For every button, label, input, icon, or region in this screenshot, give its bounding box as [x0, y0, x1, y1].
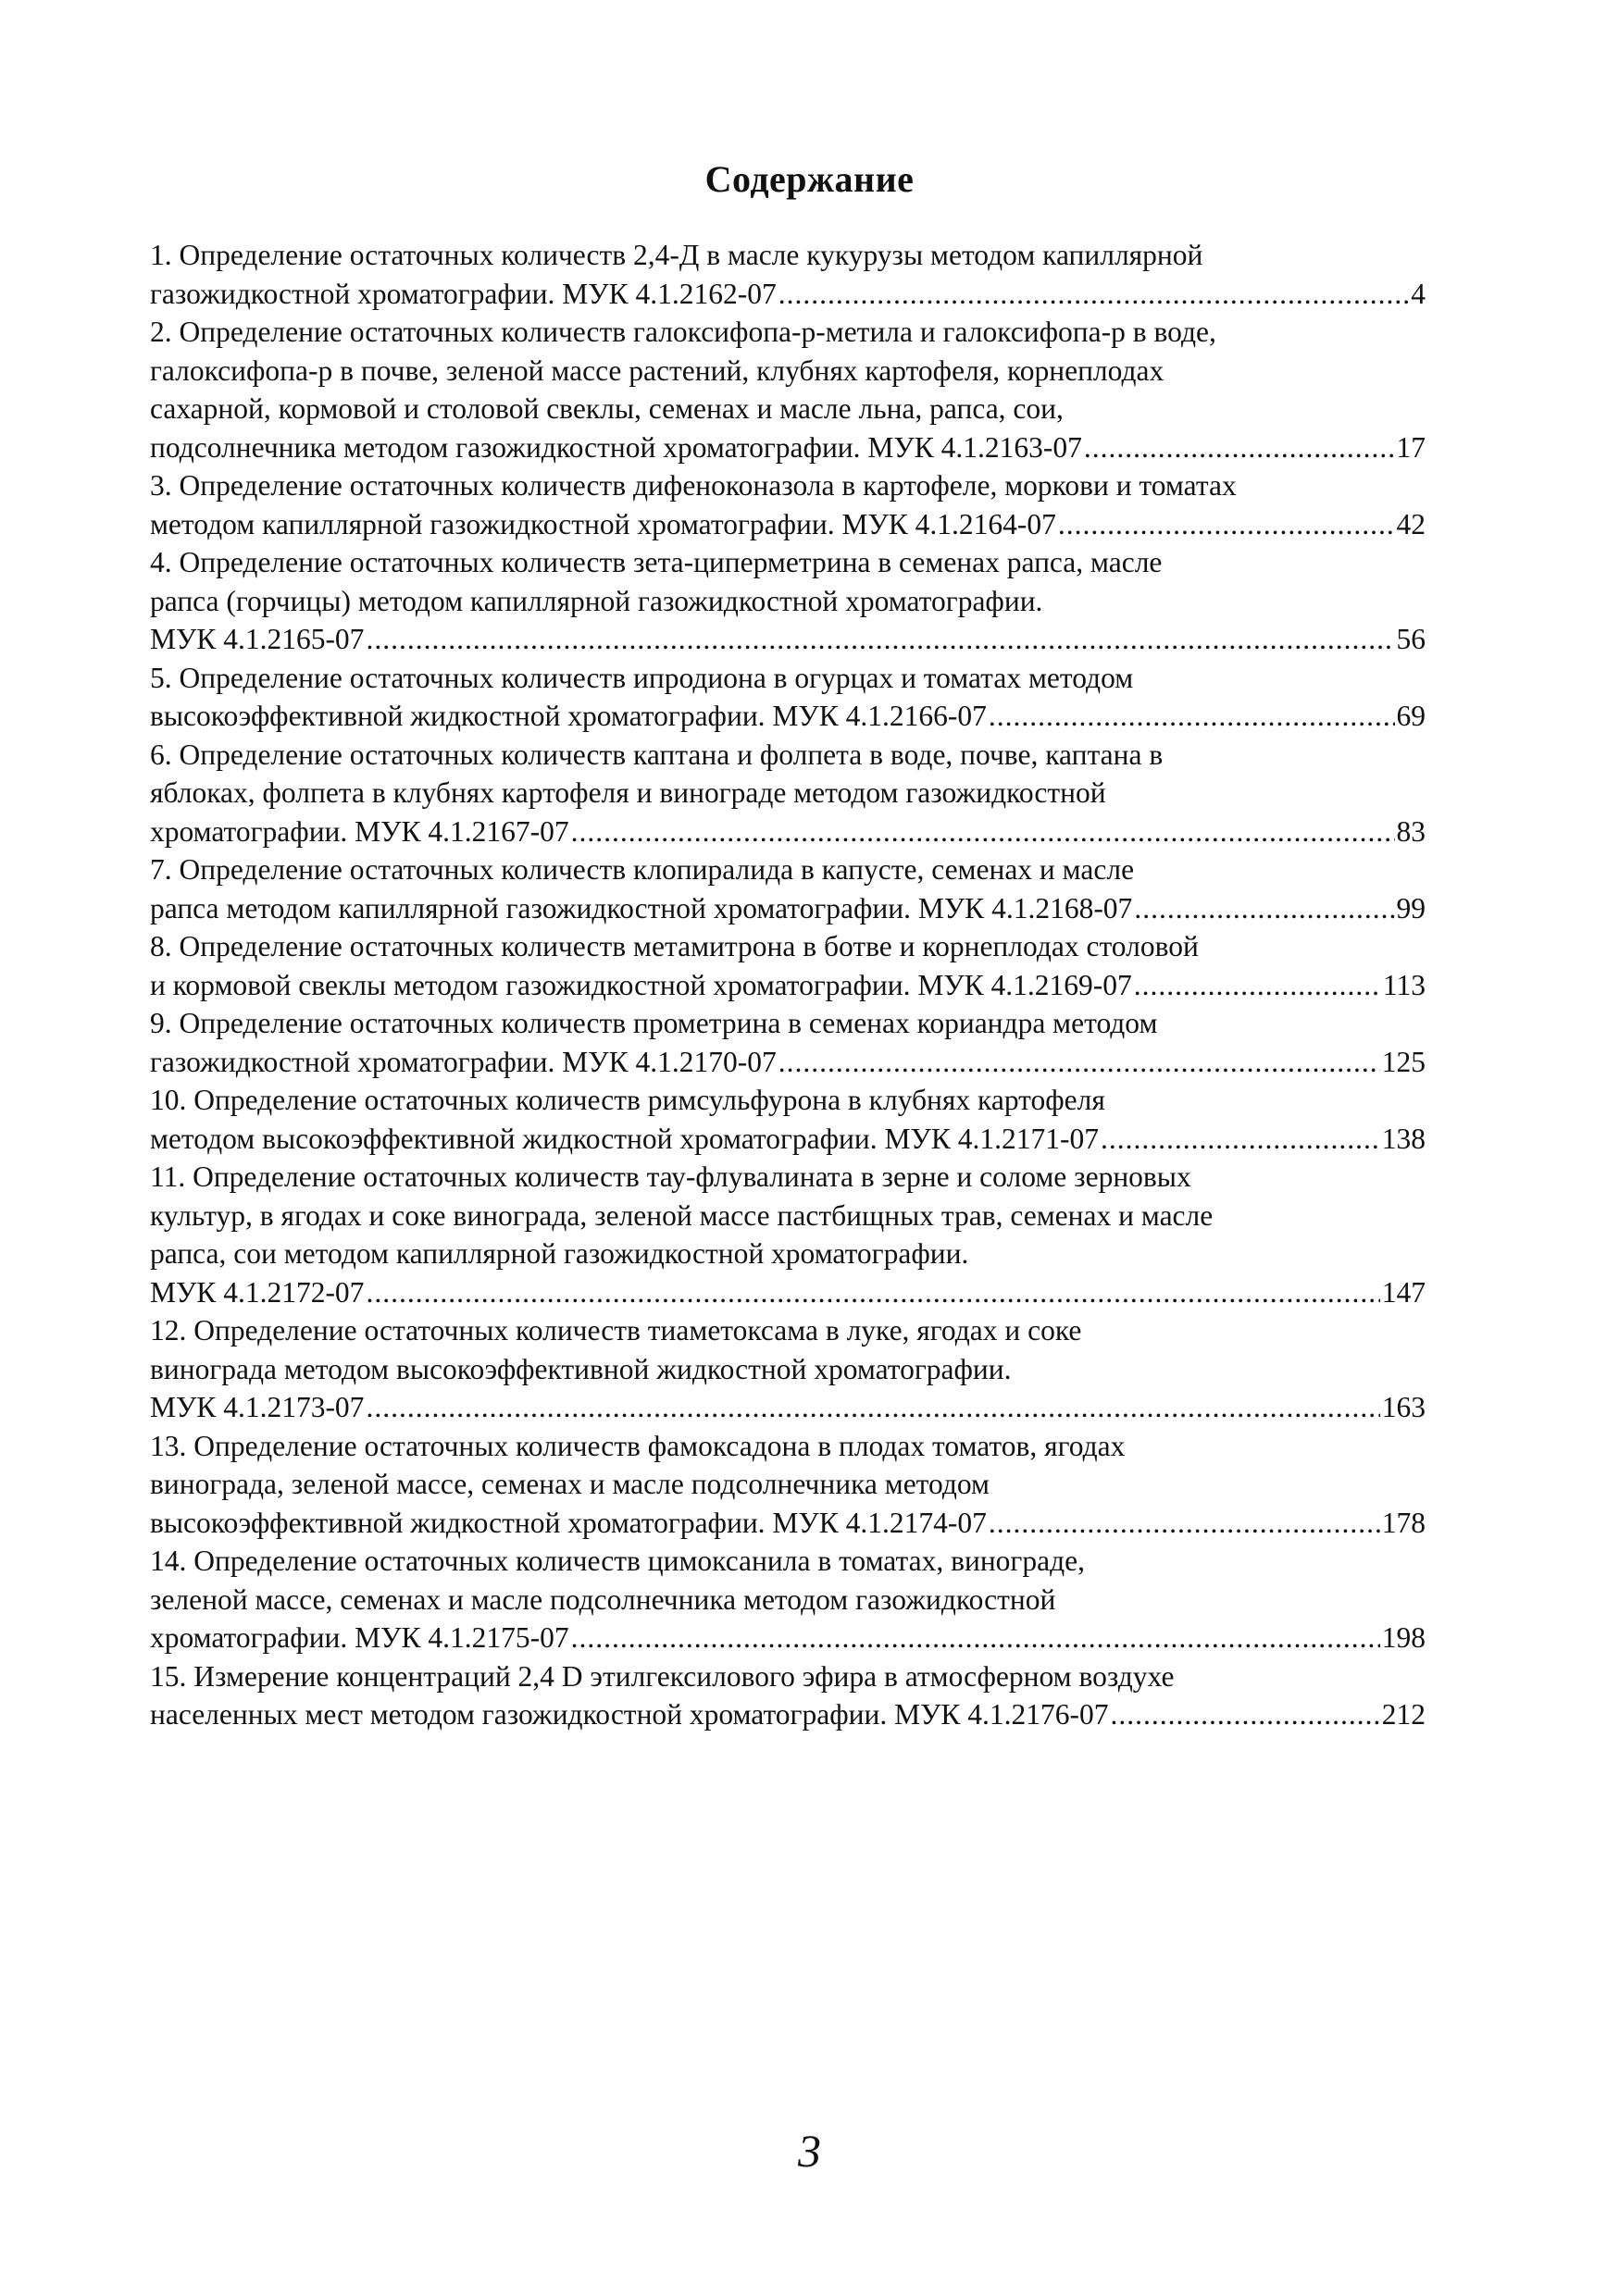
toc-entry-line: 8. Определение остаточных количеств метамитрона в ботве и корнеплодах столовой: [150, 930, 1199, 962]
dot-leader: [1058, 505, 1395, 544]
toc-entry: [150, 1158, 1426, 1311]
toc-entry-last-line: [150, 1043, 1426, 1082]
page-title: Содержание: [704, 158, 915, 200]
toc-entry-reference: хроматографии. МУК 4.1.2175-07: [150, 1621, 569, 1654]
table-of-contents: [150, 236, 1426, 1734]
toc-entry-last-line: [150, 889, 1426, 928]
toc-entry-page: 138: [1381, 1122, 1426, 1155]
toc-entry: [150, 927, 1426, 1004]
toc-entry-last-line: [150, 697, 1426, 736]
toc-entry: [150, 236, 1426, 313]
toc-entry: [150, 313, 1426, 466]
toc-entry-last-line: [150, 620, 1426, 659]
toc-entry-page: 163: [1381, 1391, 1426, 1423]
toc-entry-line: 1. Определение остаточных количеств 2,4-Д в масле кукурузы методом капиллярной: [150, 239, 1203, 271]
toc-entry-reference: газожидкостной хроматографии. МУК 4.1.2170-07: [150, 1045, 777, 1078]
toc-entry-line: 14. Определение остаточных количеств цимоксанила в томатах, винограде,: [150, 1545, 1085, 1577]
toc-entry: [150, 736, 1426, 851]
toc-entry-page: 83: [1396, 814, 1426, 848]
page-number: 3: [798, 2125, 821, 2177]
toc-entry-line: яблоках, фолпета в клубнях картофеля и винограде методом газожидкостной: [150, 776, 1106, 809]
toc-entry-page: 198: [1381, 1621, 1426, 1654]
toc-entry-page: 17: [1396, 430, 1426, 464]
toc-entry-reference: МУК 4.1.2165-07: [150, 623, 365, 655]
toc-entry-last-line: [150, 505, 1426, 544]
toc-entry-line: 4. Определение остаточных количеств зета-циперметрина в семенах рапса, масле: [150, 546, 1163, 578]
toc-entry-page: 113: [1382, 968, 1426, 1001]
dot-leader: [1101, 1120, 1380, 1159]
toc-entry-page: 125: [1381, 1045, 1426, 1078]
toc-entry-last-line: [150, 428, 1426, 467]
dot-leader: [778, 1043, 1380, 1082]
toc-entry-page: 178: [1381, 1506, 1426, 1539]
toc-entry-line: 11. Определение остаточных количеств тау-флувалината в зерне и соломе зерновых: [150, 1160, 1191, 1193]
toc-entry-line: 3. Определение остаточных количеств дифеноконазола в картофеле, моркови и томатах: [150, 469, 1237, 502]
toc-entry-reference: МУК 4.1.2173-07: [150, 1391, 365, 1423]
toc-entry-line: рапса, сои методом капиллярной газожидкостной хроматографии.: [150, 1237, 969, 1270]
toc-entry-line: 15. Измерение концентраций 2,4 D этилгексилового эфира в атмосферном воздухе: [150, 1659, 1175, 1693]
toc-entry-last-line: [150, 966, 1426, 1005]
toc-entry: [150, 850, 1426, 927]
toc-entry-line: 9. Определение остаточных количеств прометрина в семенах кориандра методом: [150, 1007, 1158, 1039]
toc-entry: [150, 1004, 1426, 1081]
toc-entry-reference: населенных мест методом газожидкостной хроматографии. МУК 4.1.2176-07: [150, 1698, 1109, 1731]
dot-leader: [366, 1388, 1379, 1427]
toc-entry-page: 147: [1381, 1275, 1426, 1309]
dot-leader: [1134, 889, 1394, 928]
dot-leader: [366, 620, 1394, 659]
dot-leader: [778, 275, 1410, 314]
toc-entry-reference: методом высокоэффективной жидкостной хроматографии. МУК 4.1.2171-07: [150, 1122, 1099, 1155]
toc-entry-reference: рапса методом капиллярной газожидкостной хроматографии. МУК 4.1.2168-07: [150, 891, 1133, 925]
toc-entry: [150, 1657, 1426, 1734]
dot-leader: [1111, 1695, 1380, 1734]
toc-entry: [150, 1311, 1426, 1427]
toc-entry-line: 10. Определение остаточных количеств римсульфурона в клубнях картофеля: [150, 1084, 1105, 1116]
toc-entry-page: 4: [1411, 277, 1426, 310]
toc-entry: [150, 1081, 1426, 1158]
dot-leader: [571, 813, 1395, 851]
toc-entry-line: зеленой массе, семенах и масле подсолнечника методом газожидкостной: [150, 1582, 1056, 1616]
toc-entry-last-line: [150, 1388, 1426, 1427]
toc-entry-line: винограда, зеленой массе, семенах и масле подсолнечника методом: [150, 1468, 990, 1500]
toc-entry-line: 2. Определение остаточных количеств галоксифопа-р-метила и галоксифопа-р в воде,: [150, 316, 1216, 348]
toc-entry: [150, 1427, 1426, 1543]
toc-entry-page: 69: [1396, 700, 1426, 732]
toc-entry-line: 12. Определение остаточных количеств тиаметоксама в луке, ягодах и соке: [150, 1314, 1082, 1347]
toc-entry-line: рапса (горчицы) методом капиллярной газожидкостной хроматографии.: [150, 584, 1043, 617]
toc-entry-last-line: [150, 275, 1426, 314]
toc-entry-last-line: [150, 1695, 1426, 1734]
toc-entry-line: 6. Определение остаточных количеств каптана и фолпета в воде, почве, каптана в: [150, 738, 1164, 771]
toc-entry: [150, 659, 1426, 736]
toc-entry-page: 56: [1396, 623, 1426, 655]
toc-entry-line: сахарной, кормовой и столовой свеклы, семенах и масле льна, рапса, сои,: [150, 392, 1064, 425]
toc-entry-reference: и кормовой свеклы методом газожидкостной хроматографии. МУК 4.1.2169-07: [150, 968, 1132, 1001]
toc-entry: [150, 543, 1426, 659]
dot-leader: [571, 1619, 1380, 1657]
dot-leader: [989, 697, 1395, 736]
toc-entry-last-line: [150, 1273, 1426, 1312]
toc-entry-reference: хроматографии. МУК 4.1.2167-07: [150, 814, 569, 848]
toc-entry: [150, 466, 1426, 543]
toc-entry-line: 5. Определение остаточных количеств ипродиона в огурцах и томатах методом: [150, 661, 1134, 694]
toc-entry-last-line: [150, 1504, 1426, 1543]
toc-entry-last-line: [150, 1120, 1426, 1159]
toc-entry-reference: газожидкостной хроматографии. МУК 4.1.2162-07: [150, 277, 777, 310]
toc-entry-page: 99: [1396, 891, 1426, 925]
dot-leader: [1084, 428, 1395, 467]
toc-entry-line: винограда методом высокоэффективной жидкостной хроматографии.: [150, 1352, 1012, 1385]
dot-leader: [1134, 966, 1381, 1005]
toc-entry-line: 7. Определение остаточных количеств клопиралида в капусте, семенах и масле: [150, 853, 1135, 886]
dot-leader: [989, 1504, 1380, 1543]
dot-leader: [366, 1273, 1379, 1312]
toc-entry-reference: подсолнечника методом газожидкостной хроматографии. МУК 4.1.2163-07: [150, 430, 1082, 464]
toc-entry-line: галоксифопа-р в почве, зеленой массе растений, клубнях картофеля, корнеплодах: [150, 354, 1164, 387]
toc-entry-page: 212: [1381, 1698, 1426, 1731]
toc-entry-reference: методом капиллярной газожидкостной хроматографии. МУК 4.1.2164-07: [150, 507, 1056, 540]
toc-entry-page: 42: [1396, 507, 1426, 540]
toc-entry-line: культур, в ягодах и соке винограда, зеленой массе пастбищных трав, семенах и масле: [150, 1198, 1214, 1232]
toc-entry-last-line: [150, 1619, 1426, 1657]
toc-entry-line: 13. Определение остаточных количеств фамоксадона в плодах томатов, ягодах: [150, 1429, 1126, 1462]
toc-entry-last-line: [150, 813, 1426, 851]
toc-entry-reference: высокоэффективной жидкостной хроматографии. МУК 4.1.2166-07: [150, 700, 987, 732]
toc-entry-reference: высокоэффективной жидкостной хроматографии. МУК 4.1.2174-07: [150, 1506, 987, 1539]
toc-entry-reference: МУК 4.1.2172-07: [150, 1275, 365, 1309]
toc-entry: [150, 1542, 1426, 1657]
